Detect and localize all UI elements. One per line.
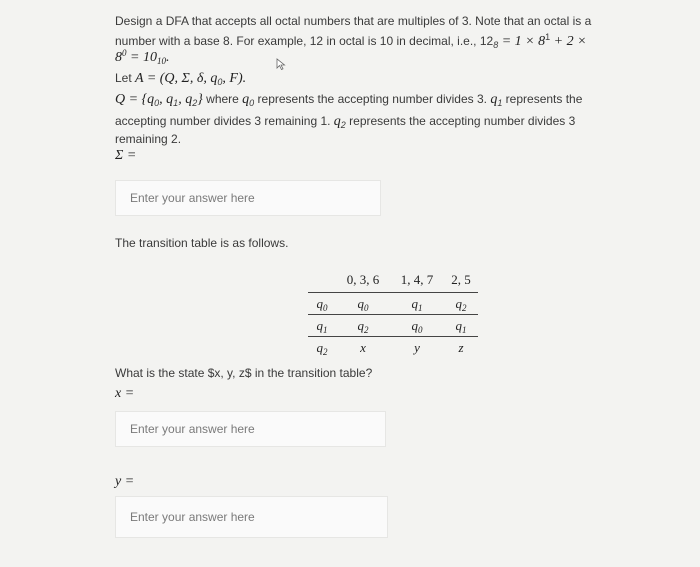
transition-intro: The transition table is as follows.	[115, 236, 289, 250]
question-line-3: $8^0 = 10_{10}$.	[115, 48, 170, 66]
table-row	[308, 318, 478, 338]
table-rule	[308, 292, 478, 293]
table-cell: y	[414, 340, 420, 355]
table-cell: $q_0$	[357, 296, 369, 313]
table-cell: $q_2$	[455, 296, 467, 313]
table-state-cell: $q_2$	[316, 340, 328, 357]
question-2: What is the state $x, y, z$ in the transition table?	[115, 366, 373, 380]
table-row	[308, 296, 478, 316]
y-answer-input[interactable]	[115, 496, 388, 538]
table-rule	[308, 336, 478, 337]
table-header-cell: 0, 3, 6	[346, 272, 380, 287]
mouse-cursor-icon	[276, 58, 286, 70]
table-cell: z	[458, 340, 464, 355]
sigma-answer-input[interactable]	[115, 180, 381, 216]
y-answer-placeholder: Enter your answer here	[130, 510, 255, 524]
table-cell: $q_1$	[455, 318, 467, 335]
x-label: x =	[115, 386, 135, 401]
x-answer-placeholder: Enter your answer here	[130, 422, 255, 436]
sigma-answer-placeholder: Enter your answer here	[130, 191, 255, 205]
table-header-row	[308, 272, 478, 292]
x-answer-input[interactable]	[115, 411, 386, 447]
table-cell: $q_0$	[411, 318, 423, 335]
q-definition: $Q = \{q_0$, $q_1$, $q_2$} where $q_0$ represents the accepting number divides 3. $q_1$ represents the	[115, 92, 583, 108]
table-cell: x	[360, 340, 366, 355]
table-cell: $q_1$	[411, 296, 423, 313]
table-state-cell: $q_1$	[316, 318, 328, 335]
question-line-1: Design a DFA that accepts all octal numbers that are multiples of 3. Note that an octal is a	[115, 14, 592, 28]
table-header-cell: 1, 4, 7	[400, 272, 434, 287]
table-rule	[308, 314, 478, 315]
y-label: y =	[115, 474, 135, 489]
description-line-3: remaining 2.	[115, 132, 182, 146]
table-state-cell: $q_0$	[316, 296, 328, 313]
question-line-2: number with a base 8. For example, 12 in octal is 10 in decimal, i.e., $12_8 = 1 \times 8^1 + 2$ ×	[115, 32, 587, 50]
sigma-label: Σ =	[115, 148, 137, 163]
table-cell: $q_2$	[357, 318, 369, 335]
let-definition: Let A = (Q, Σ, δ, $q_0$, F).	[115, 71, 247, 87]
table-header-cell: 2, 5	[451, 272, 471, 287]
description-line-2: accepting number divides 3 remaining 1. $q_2$ represents the accepting number divides 3	[115, 114, 576, 130]
table-row	[308, 340, 478, 360]
